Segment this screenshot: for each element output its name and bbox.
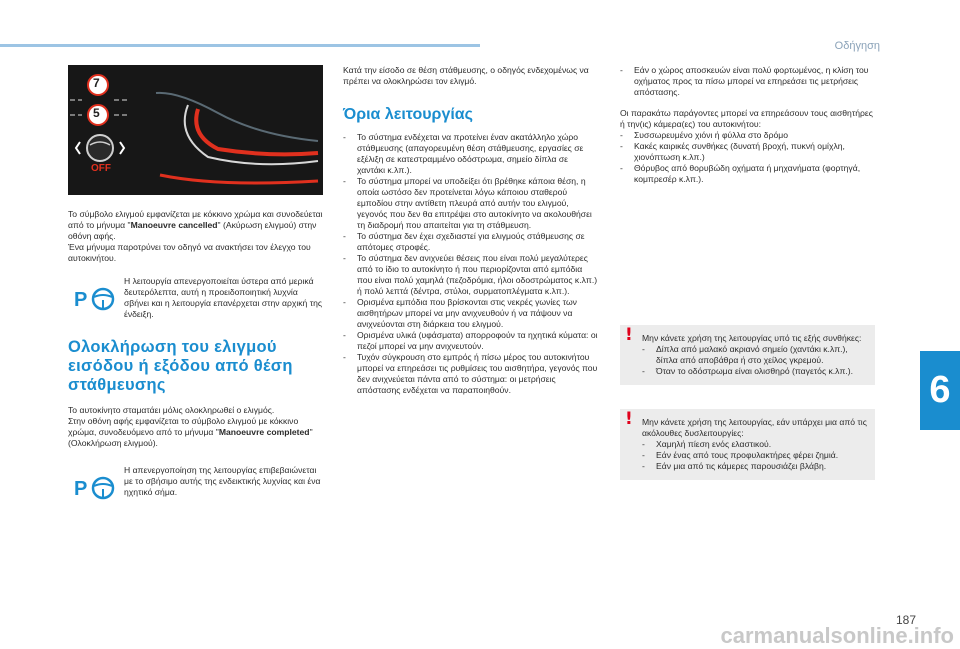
column-2	[343, 65, 598, 396]
limits-list	[343, 132, 598, 396]
warning-icon: !	[625, 325, 633, 345]
warning-box-1: ! Μην κάνετε χρήση της λειτουργίας υπό τις εξής συνθήκες: - Δίπλα από μαλακό ακριανό σημείο (χαντάκι κ.λπ.), δίπλα από αποβάθρα ή στο χείλος γκρεμού. - Όταν το οδόστρωμα είναι ολισθηρό (παγετός κ.λπ.).	[620, 325, 875, 385]
paragraph: Στην οθόνη αφής εμφανίζεται το σύμβολο ελιγμού με κόκκινο χρώμα, συνοδευόμενο από το μήνυμα "Manoeuvre completed" (Ολοκλήρωση ελιγμού).	[68, 416, 313, 448]
callout-number: 5	[93, 106, 100, 120]
column-3	[620, 65, 875, 480]
warning-icon: !	[625, 409, 633, 429]
list-item: - Χαμηλή πίεση ενός ελαστικού.	[642, 439, 867, 450]
list-item: - Τυχόν σύγκρουση στο εμπρός ή πίσω μέρος του αυτοκινήτου μπορεί να επηρεάσει τις ρυθμίσεις του αισθητήρα, γεγονός που δεν ανιχνεύεται πάντα από το σύστημα: οι μετρήσεις απόστασης ενδέχεται να παραποιηθούν.	[343, 352, 598, 396]
paragraph: Οι παρακάτω παράγοντες μπορεί να επηρεάσουν τους αισθητήρες ή την(ις) κάμερα(ες) του αυτοκινήτου:	[620, 108, 873, 129]
list-item: - Το σύστημα δεν έχει σχεδιαστεί για ελιγμούς στάθμευσης σε απότομες στροφές.	[343, 231, 598, 253]
list-item: - Εάν ένας από τους προφυλακτήρες φέρει ζημιά.	[642, 450, 867, 461]
callout-number: 7	[93, 76, 100, 90]
guide-curve-red-inner	[196, 109, 318, 154]
intro-paragraph: Κατά την είσοδο σε θέση στάθμευσης, ο οδηγός ενδεχομένως να πρέπει να ολοκληρώσει τον ελιγμό.	[343, 65, 589, 86]
figure-caption-2: Ένα μήνυμα παροτρύνει τον οδηγό να ανακτήσει τον έλεγχο του αυτοκινήτου.	[68, 242, 311, 263]
list-item: - Το σύστημα δεν ανιχνεύει θέσεις που είναι πολύ μεγαλύτερες από το ίδιο το αυτοκίνητο ή που περιορίζονται από εμπόδια που είναι πολύ χαμηλά (πεζοδρόμια, ήλοι οδοστρώματος κ.λπ.) ή πολύ λεπτά (δέντρα, στύλοι, συρματοπλέγματα κ.λπ.).	[343, 253, 598, 297]
figure-caption: Το σύμβολο ελιγμού εμφανίζεται με κόκκινο χρώμα και συνοδεύεται από το μήνυμα "Manoeuvre cancelled" (Ακύρωση ελιγμού) στην οθόνη αφής.	[68, 209, 323, 241]
list-item: - Θόρυβος από θορυβώδη οχήματα ή μηχανήματα (φορτηγά, κομπρεσέρ κ.λπ.).	[620, 163, 875, 185]
camera-view-illustration	[68, 65, 323, 195]
list-item: - Κακές καιρικές συνθήκες (δυνατή βροχή, πυκνή ομίχλη, χιονόπτωση κ.λπ.)	[620, 141, 875, 163]
paragraph: Το αυτοκίνητο σταματάει μόλις ολοκληρωθεί ο ελιγμός.	[68, 405, 275, 415]
guide-curve	[156, 93, 318, 141]
list-item: - Ορισμένα εμπόδια που βρίσκονται στις νεκρές γωνίες των αισθητήρων μπορεί να μην ανιχνευθούν ή να πάψουν να ανιχνεύονται στη διάρκεια του ελιγμού.	[343, 297, 598, 330]
parking-camera-figure	[68, 65, 323, 195]
page-number: 187	[895, 613, 916, 627]
list-item: - Δίπλα από μαλακό ακριανό σημείο (χαντάκι κ.λπ.), δίπλα από αποβάθρα ή στο χείλος γκρεμού.	[642, 344, 867, 366]
limits-list-cont	[620, 65, 875, 98]
park-assist-icon	[72, 473, 116, 503]
info-note-1: P Η λειτουργία απενεργοποιείται ύστερα από μερικά δευτερόλεπτα, αυτή η προειδοποιητική λυχνία σβήνει και η λειτουργία επανέρχεται στην αρχική της ένδειξη.	[74, 276, 323, 319]
warning-box-2: ! Μην κάνετε χρήση της λειτουργίας, εάν υπάρχει μια από τις ακόλουθες δυσλειτουργίες: - Χαμηλή πίεση ενός ελαστικού. - Εάν ένας από τους προφυλακτήρες φέρει ζημιά. - Εάν μια από τις κάμερες παρουσιάζει βλάβη.	[620, 409, 875, 480]
section-heading: Ολοκλήρωση του ελιγμού εισόδου ή εξόδου από θέση στάθμευσης	[68, 338, 293, 394]
list-item: - Εάν μια από τις κάμερες παρουσιάζει βλάβη.	[642, 461, 867, 472]
guide-curve-red-outer	[160, 175, 318, 183]
chapter-tab: 6	[920, 351, 960, 430]
off-label: OFF	[91, 163, 111, 174]
info-note-2: P Η απενεργοποίηση της λειτουργίας επιβεβαιώνεται με το σβήσιμο αυτής της ενδεικτικής λυχνίας και ένα ηχητικό σήμα.	[68, 465, 323, 513]
factors-list	[620, 130, 875, 185]
park-assist-icon	[72, 284, 116, 314]
list-item: - Εάν ο χώρος αποσκευών είναι πολύ φορτωμένος, η κλίση του οχήματος προς τα πίσω μπορεί να επηρεάσει τις μετρήσεις απόστασης.	[620, 65, 875, 98]
chevron-right-icon	[120, 142, 124, 154]
footer-watermark: carmanualsonline.info	[720, 623, 954, 648]
list-item: - Το σύστημα ενδέχεται να προτείνει έναν ακατάλληλο χώρο στάθμευσης (απαγορευμένη θέση στάθμευσης, εργασίες σε εξέλιξη σε κατεστραμμένο οδόστρωμα, σημείο δίπλα σε χαντάκι κ.λπ.).	[343, 132, 598, 176]
list-item: - Το σύστημα μπορεί να υποδείξει ότι βρέθηκε κάποια θέση, η οποία ωστόσο δεν προτείνεται λόγω κάποιου σταθερού εμποδίου στην αντίθετη πλευρά από αυτήν του ελιγμού, γεγονός που δεν θα επιτρέψει στο αυτοκίνητο να ακολουθήσει τη διαδρομή που απαιτείται για τη στάθμευση.	[343, 176, 598, 231]
section-title: Οδήγηση	[834, 40, 880, 52]
header-accent-bar	[0, 44, 480, 47]
steering-wheel-icon	[87, 135, 113, 161]
column-1	[68, 65, 323, 513]
chevron-left-icon	[76, 142, 80, 154]
list-item: - Ορισμένα υλικά (υφάσματα) απορροφούν τα ηχητικά κύματα: οι πεζοί μπορεί να μην ανιχνευτούν.	[343, 330, 598, 352]
svg-text:P: P	[74, 478, 88, 500]
list-item: - Όταν το οδόστρωμα είναι ολισθηρό (παγετός κ.λπ.).	[642, 366, 867, 377]
list-item: - Συσσωρευμένο χιόνι ή φύλλα στο δρόμο	[620, 130, 875, 141]
svg-text:P: P	[74, 289, 88, 311]
section-heading: Όρια λειτουργίας	[343, 106, 473, 123]
